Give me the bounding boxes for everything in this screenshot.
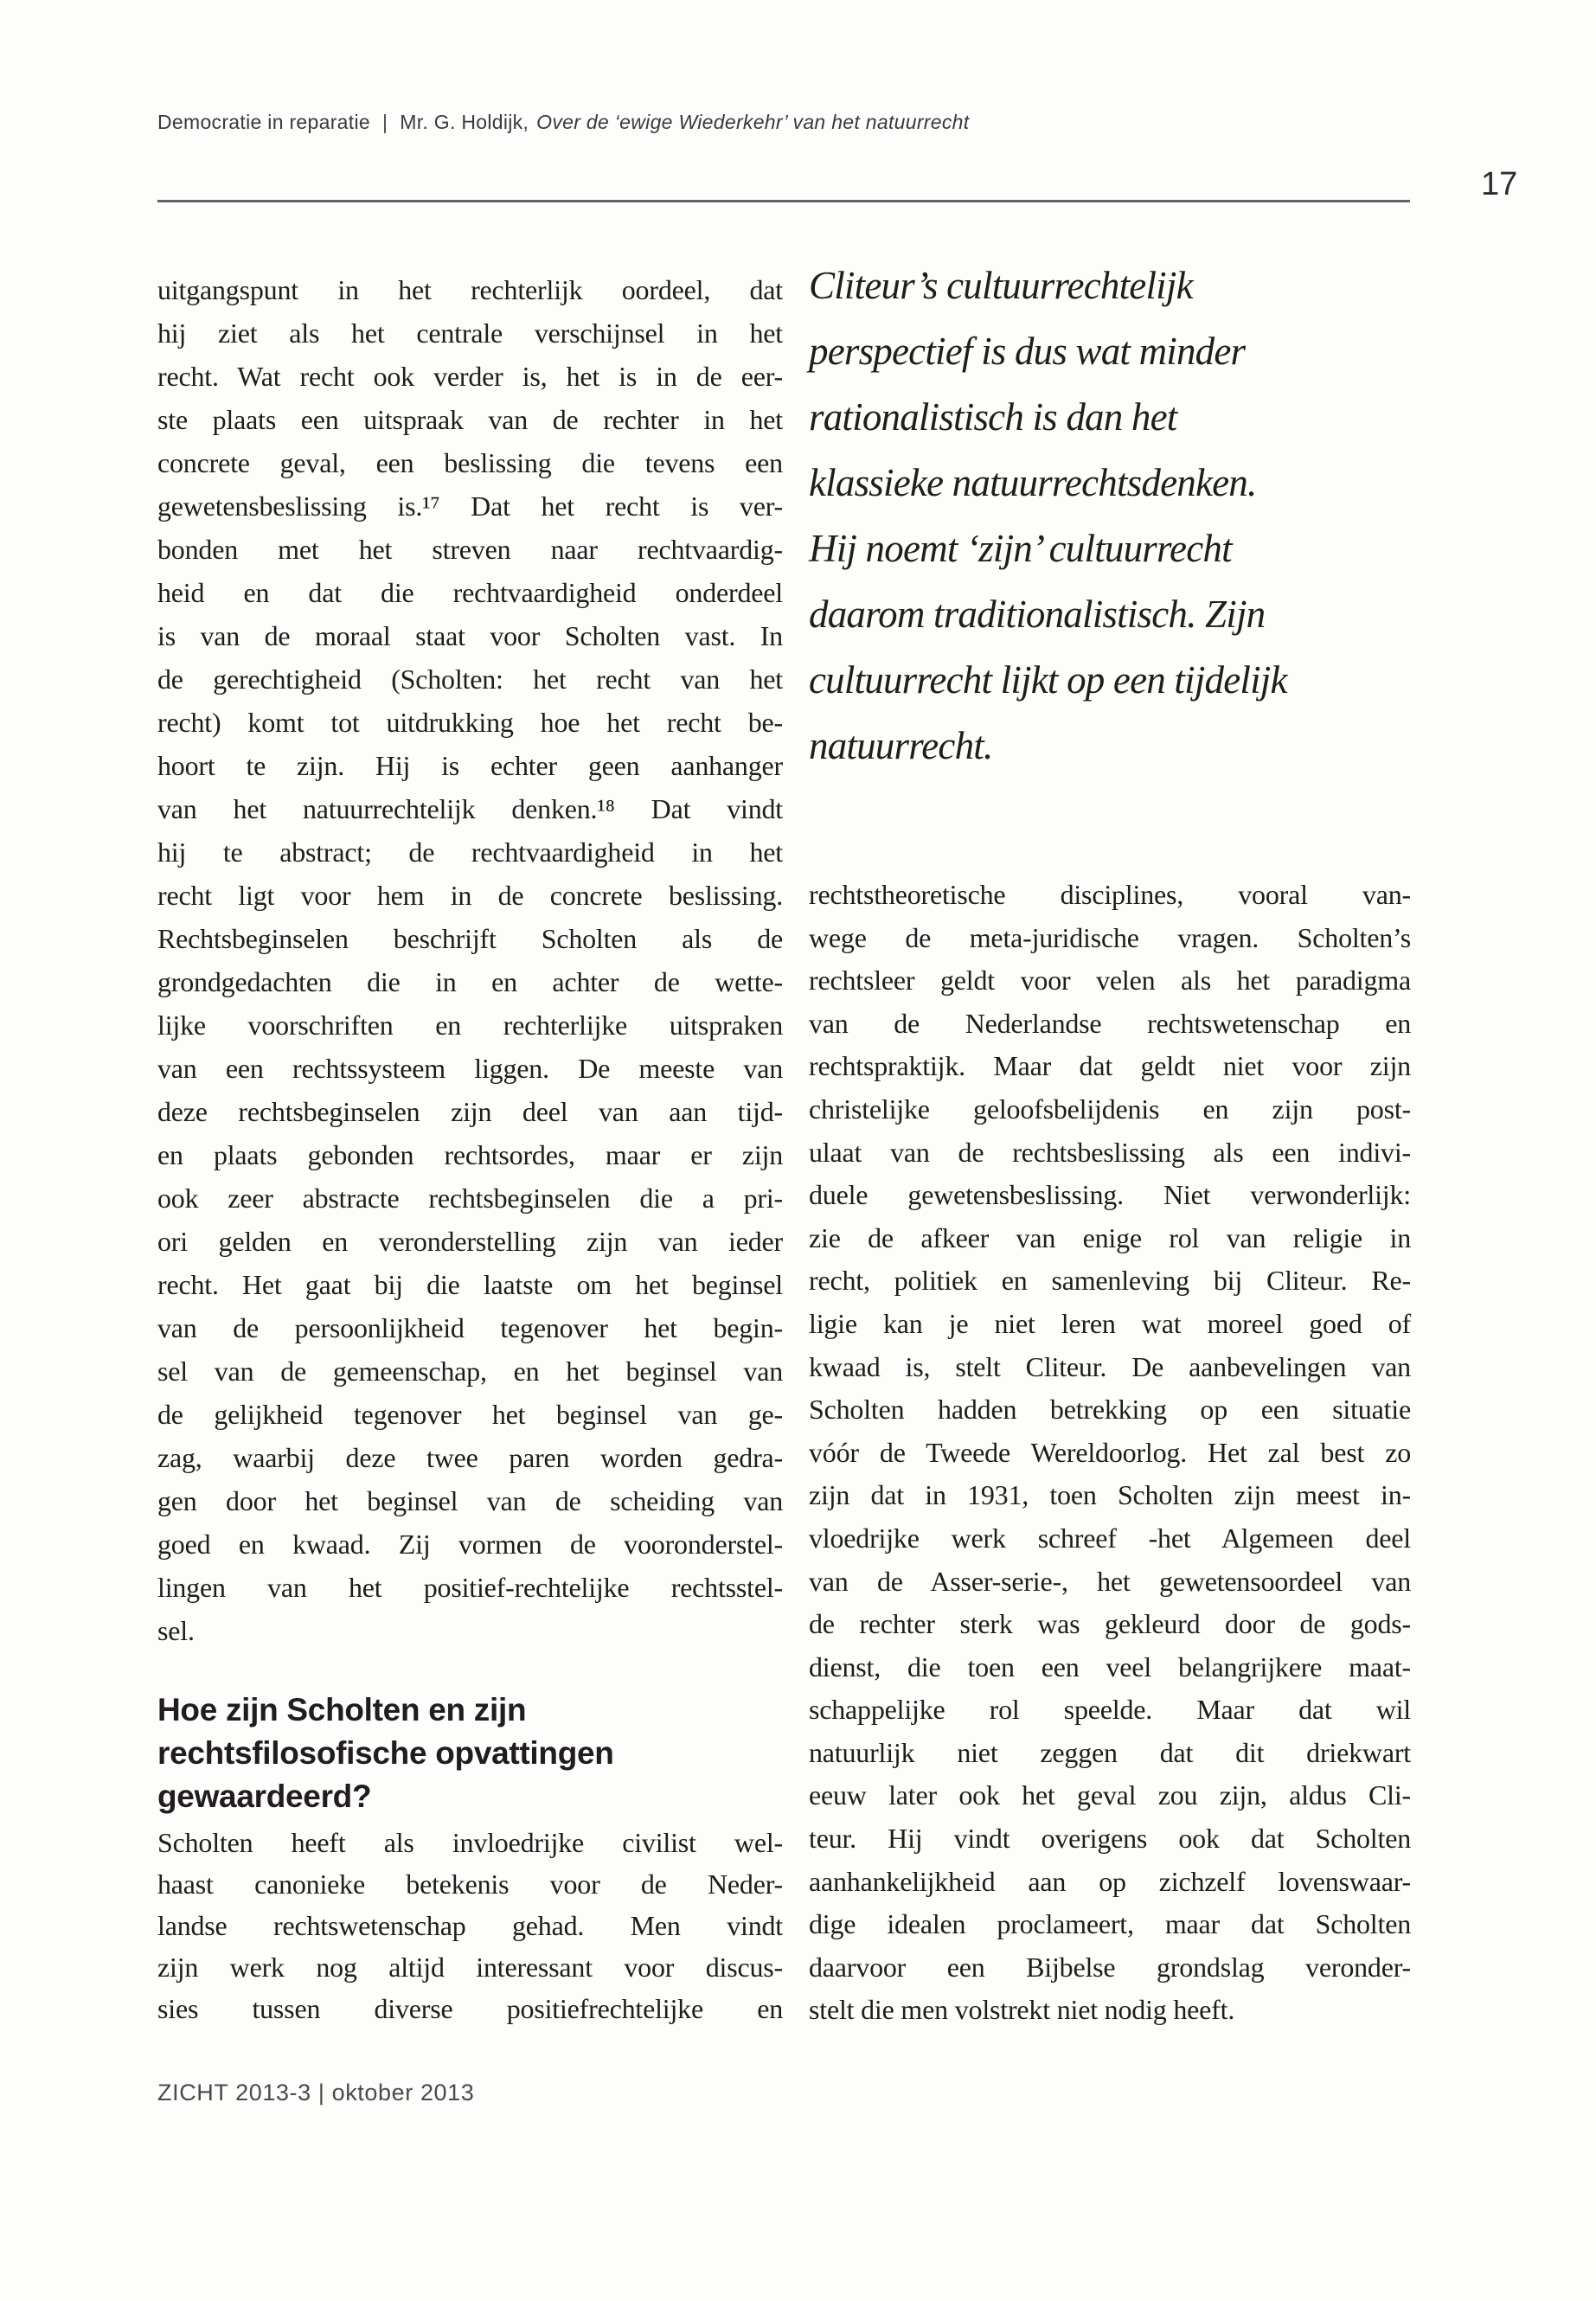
left-column-paragraph-2 [157, 1822, 783, 2029]
running-head-author: Mr. G. Holdijk, [400, 111, 529, 133]
text-line: recht ligt voor hem in de concrete beslissing. [157, 880, 783, 911]
heading-line: gewaardeerd? [157, 1779, 372, 1814]
heading-line: Hoe zijn Scholten en zijn [157, 1692, 527, 1727]
text-line: is van de moraal staat voor Scholten vast. In [157, 620, 783, 651]
text-line: lingen van het positief-rechtelijke rechtsstel- [157, 1572, 783, 1603]
text-line: de rechter sterk was gekleurd door de gods- [809, 1608, 1411, 1640]
pull-quote-line: Hij noemt ‘zijn’ cultuurrecht [809, 527, 1232, 570]
text-line: ook zeer abstracte rechtsbeginselen die a pri- [157, 1183, 783, 1214]
text-line: van de persoonlijkheid tegenover het begin- [157, 1312, 783, 1343]
text-line: ste plaats een uitspraak van de rechter in het [157, 404, 783, 435]
text-line: haast canonieke betekenis voor de Neder- [157, 1868, 783, 1900]
text-line: rechtspraktijk. Maar dat geldt niet voor zijn [809, 1050, 1411, 1082]
section-heading [157, 1689, 783, 1818]
text-line: christelijke geloofsbelijdenis en zijn post- [809, 1093, 1411, 1125]
text-line: bonden met het streven naar rechtvaardig- [157, 534, 783, 565]
text-line: eeuw later ook het geval zou zijn, aldus Cli- [809, 1779, 1411, 1811]
text-line: van een rechtssysteem liggen. De meeste van [157, 1053, 783, 1084]
text-line: hoort te zijn. Hij is echter geen aanhanger [157, 750, 783, 781]
text-line: ori gelden en veronderstelling zijn van ieder [157, 1226, 783, 1257]
text-line: zijn werk nog altijd interessant voor discus- [157, 1952, 783, 1983]
text-line: wege de meta-juridische vragen. Scholten’s [809, 921, 1411, 953]
text-line: heid en dat die rechtvaardigheid onderdeel [157, 577, 783, 608]
text-line: rechtstheoretische disciplines, vooral van- [809, 879, 1411, 910]
text-line: sies tussen diverse positiefrechtelijke en [157, 1993, 783, 2024]
text-line: lijke voorschriften en rechterlijke uitspraken [157, 1009, 783, 1041]
text-line: duele gewetensbeslissing. Niet verwonderlijk: [809, 1179, 1411, 1211]
text-line: concrete geval, een beslissing die tevens een [157, 447, 783, 478]
text-line: kwaad is, stelt Cliteur. De aanbevelingen van [809, 1350, 1411, 1382]
running-head-section: Democratie in reparatie [157, 111, 370, 133]
page-number: 17 [1481, 166, 1518, 202]
pull-quote-line: Cliteur’s cultuurrechtelijk [809, 264, 1193, 307]
footer-text: ZICHT 2013-3 | oktober 2013 [157, 2080, 475, 2106]
text-line: dige idealen proclameert, maar dat Scholten [809, 1908, 1411, 1940]
text-line: teur. Hij vindt overigens ook dat Scholten [809, 1823, 1411, 1855]
text-line: ligie kan je niet leren wat moreel goed of [809, 1307, 1411, 1339]
text-line: natuurlijk niet zeggen dat dit driekwart [809, 1736, 1411, 1768]
pull-quote-line: perspectief is dus wat minder [809, 330, 1246, 373]
text-line: dienst, die toen een veel belangrijkere maat- [809, 1650, 1411, 1682]
running-head-divider: | [381, 111, 388, 133]
text-line: en plaats gebonden rechtsordes, maar er zijn [157, 1139, 783, 1170]
text-line: goed en kwaad. Zij vormen de vooronderstel- [157, 1529, 783, 1560]
text-line: van de Nederlandse rechtswetenschap en [809, 1007, 1411, 1039]
text-line: hij te abstract; de rechtvaardigheid in het [157, 836, 783, 868]
text-line: Scholten hadden betrekking op een situatie [809, 1394, 1411, 1426]
text-line: sel van de gemeenschap, en het beginsel van [157, 1356, 783, 1387]
text-line: vóór de Tweede Wereldoorlog. Het zal best zo [809, 1436, 1411, 1468]
text-line: de gelijkheid tegenover het beginsel van ge- [157, 1399, 783, 1430]
header-rule [157, 200, 1410, 202]
text-line: uitgangspunt in het rechterlijk oordeel, dat [157, 274, 783, 305]
heading-line: rechtsfilosofische opvattingen [157, 1735, 614, 1771]
text-line: recht. Wat recht ook verder is, het is in de eer- [157, 361, 783, 392]
text-line: hij ziet als het centrale verschijnsel in het [157, 317, 783, 349]
right-column-paragraph [809, 874, 1411, 2032]
text-line: van het natuurrechtelijk denken.¹⁸ Dat vindt [157, 793, 783, 824]
pull-quote-line: rationalistisch is dan het [809, 395, 1177, 439]
text-line: de gerechtigheid (Scholten: het recht van het [157, 663, 783, 695]
pull-quote-line: natuurrecht. [809, 724, 993, 767]
text-line: Scholten heeft als invloedrijke civilist wel- [157, 1827, 783, 1858]
text-line: recht. Het gaat bij die laatste om het beginsel [157, 1269, 783, 1300]
text-line: zag, waarbij deze twee paren worden gedra- [157, 1442, 783, 1473]
text-line: zijn dat in 1931, toen Scholten zijn meest in- [809, 1479, 1411, 1511]
text-line: vloedrijke werk schreef -het Algemeen deel [809, 1522, 1411, 1554]
text-line: Rechtsbeginselen beschrijft Scholten als de [157, 923, 783, 954]
running-head [157, 111, 1282, 134]
pull-quote-line: daarom traditionalistisch. Zijn [809, 593, 1266, 636]
text-line: deze rechtsbeginselen zijn deel van aan tijd- [157, 1096, 783, 1127]
text-line: grondgedachten die in en achter de wette- [157, 966, 783, 997]
text-line: van de Asser-serie-, het gewetensoordeel van [809, 1565, 1411, 1597]
footer [157, 2080, 474, 2106]
left-column-paragraph-1 [157, 268, 783, 1652]
text-line: recht, politiek en samenleving bij Cliteur. Re- [809, 1265, 1411, 1297]
text-line: daarvoor een Bijbelse grondslag veronder- [809, 1951, 1411, 1983]
text-line: gewetensbeslissing is.¹⁷ Dat het recht is ver- [157, 490, 783, 522]
running-head-article-title: Over de ‘ewige Wiederkehr’ van het natuurrecht [536, 111, 970, 133]
pull-quote-line: klassieke natuurrechtsdenken. [809, 461, 1257, 504]
pull-quote-line: cultuurrecht lijkt op een tijdelijk [809, 658, 1287, 702]
text-line: gen door het beginsel van de scheiding van [157, 1485, 783, 1516]
text-line: aanhankelijkheid aan op zichzelf lovenswaar- [809, 1865, 1411, 1897]
text-line: recht) komt tot uitdrukking hoe het recht be- [157, 707, 783, 738]
text-line: rechtsleer geldt voor velen als het paradigma [809, 965, 1411, 997]
text-line: sel. [157, 1615, 195, 1646]
text-line: schappelijke rol speelde. Maar dat wil [809, 1694, 1411, 1726]
pull-quote [809, 253, 1414, 779]
text-line: zie de afkeer van enige rol van religie in [809, 1221, 1411, 1253]
text-line: landse rechtswetenschap gehad. Men vindt [157, 1910, 783, 1941]
text-line: ulaat van de rechtsbeslissing als een indivi- [809, 1136, 1411, 1168]
text-line: stelt die men volstrekt niet nodig heeft. [809, 1994, 1235, 2026]
